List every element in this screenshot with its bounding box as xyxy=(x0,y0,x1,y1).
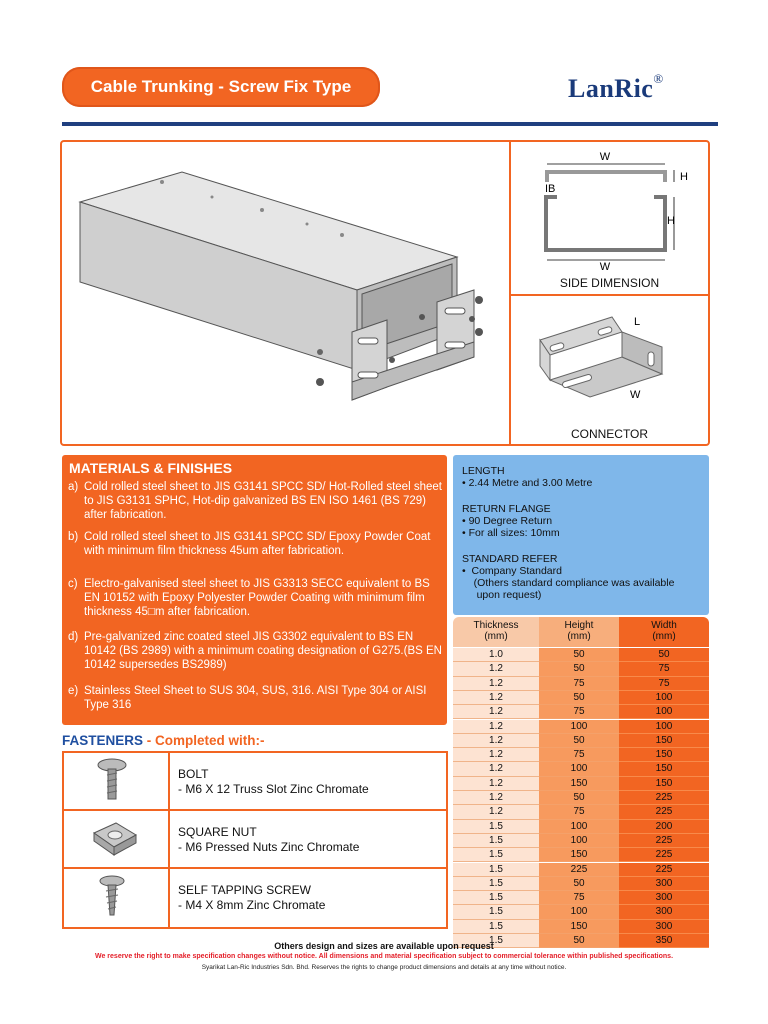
width-cell: 225 xyxy=(619,805,709,819)
bolt-icon xyxy=(64,753,170,809)
table-row xyxy=(453,705,709,719)
svg-text:H: H xyxy=(667,215,675,227)
material-item: b) Cold rolled steel sheet to JIS G3141 SPCC SD/ Epoxy Powder Coat with minimum film thickness 45um after fabrication. xyxy=(68,531,431,557)
table-row xyxy=(453,748,709,762)
height-cell: 100 xyxy=(539,820,619,834)
standard-item: • Company Standard xyxy=(462,565,562,577)
thickness-cell: 1.2 xyxy=(453,662,539,676)
side-dimension-diagram xyxy=(546,172,665,250)
fastener-row xyxy=(64,869,446,927)
self-tapping-screw-icon xyxy=(64,869,170,927)
width-cell: 350 xyxy=(619,934,709,948)
height-cell: 150 xyxy=(539,777,619,791)
drawing-panel xyxy=(60,140,710,446)
height-cell: 100 xyxy=(539,834,619,848)
table-row xyxy=(453,791,709,805)
thickness-cell: 1.2 xyxy=(453,748,539,762)
thickness-cell: 1.5 xyxy=(453,877,539,891)
width-cell: 225 xyxy=(619,834,709,848)
standard-item: upon request) xyxy=(462,589,542,601)
fastener-desc: - M6 Pressed Nuts Zinc Chromate xyxy=(178,840,360,854)
height-header: Height (mm) xyxy=(539,617,619,647)
fastener-row xyxy=(64,753,446,811)
brand-logo xyxy=(568,71,664,104)
page-title: Cable Trunking - Screw Fix Type xyxy=(62,67,380,107)
flange-item: • For all sizes: 10mm xyxy=(462,527,560,539)
svg-text:L: L xyxy=(634,316,641,328)
fastener-name: SELF TAPPING SCREW xyxy=(178,883,311,897)
width-cell: 300 xyxy=(619,877,709,891)
footer-copyright: Syarikat Lan-Ric Industries Sdn. Bhd. Reserves the rights to change product dimensions and details at any time without notice. xyxy=(201,964,567,971)
material-item: a) Cold rolled steel sheet to JIS G3141 SPCC SD/ Hot-Rolled steel sheet to JIS G3131 SPHC, Hot-dip galvanized BS EN ISO 1461 (BS 729) after fabrication. xyxy=(68,481,442,521)
thickness-cell: 1.5 xyxy=(453,905,539,919)
width-cell: 200 xyxy=(619,820,709,834)
connector-diagram xyxy=(540,317,662,397)
height-cell: 75 xyxy=(539,891,619,905)
table-row xyxy=(453,805,709,819)
svg-text:W: W xyxy=(630,389,641,401)
height-cell: 225 xyxy=(539,863,619,877)
table-row xyxy=(453,734,709,748)
materials-finishes-panel xyxy=(62,455,447,725)
thickness-cell: 1.5 xyxy=(453,834,539,848)
table-row xyxy=(453,834,709,848)
width-cell: 150 xyxy=(619,762,709,776)
table-row xyxy=(453,863,709,877)
drawing-divider-vertical xyxy=(509,142,511,444)
height-cell: 75 xyxy=(539,705,619,719)
table-row xyxy=(453,720,709,734)
width-cell: 75 xyxy=(619,662,709,676)
drawing-divider-horizontal xyxy=(511,294,708,296)
height-cell: 75 xyxy=(539,677,619,691)
width-cell: 225 xyxy=(619,791,709,805)
width-cell: 100 xyxy=(619,720,709,734)
specification-info-panel xyxy=(453,455,709,615)
trunking-illustration xyxy=(62,142,708,444)
width-cell: 50 xyxy=(619,648,709,662)
table-row xyxy=(453,820,709,834)
width-cell: 75 xyxy=(619,677,709,691)
svg-text:H: H xyxy=(680,171,688,183)
brand-name: LanRic xyxy=(568,74,654,103)
width-header: Width (mm) xyxy=(619,617,709,647)
table-row xyxy=(453,662,709,676)
material-item: d) Pre-galvanized zinc coated steel JIS G3302 equivalent to BS EN 10142 (BS 2989) with a minimum coating designation of G275.(BS EN 10142 supersedes BS2989) xyxy=(68,631,442,671)
side-dimension-label: SIDE DIMENSION xyxy=(559,276,660,290)
fasteners-title: FASTENERS - Completed with:- xyxy=(62,733,265,748)
width-cell: 300 xyxy=(619,891,709,905)
table-row xyxy=(453,648,709,662)
thickness-cell: 1.5 xyxy=(453,820,539,834)
height-cell: 75 xyxy=(539,805,619,819)
thickness-cell: 1.2 xyxy=(453,734,539,748)
height-cell: 50 xyxy=(539,662,619,676)
thickness-cell: 1.2 xyxy=(453,705,539,719)
standard-header: STANDARD REFER xyxy=(462,553,558,565)
table-row xyxy=(453,691,709,705)
height-cell: 50 xyxy=(539,648,619,662)
width-cell: 225 xyxy=(619,848,709,862)
thickness-cell: 1.0 xyxy=(453,648,539,662)
table-row xyxy=(453,905,709,919)
height-cell: 75 xyxy=(539,748,619,762)
fasteners-table xyxy=(62,751,448,929)
table-row xyxy=(453,777,709,791)
standard-item: (Others standard compliance was available xyxy=(462,577,675,589)
fastener-name: BOLT xyxy=(178,767,209,781)
fastener-name: SQUARE NUT xyxy=(178,825,257,839)
thickness-cell: 1.5 xyxy=(453,891,539,905)
table-row xyxy=(453,920,709,934)
thickness-cell: 1.5 xyxy=(453,848,539,862)
square-nut-icon xyxy=(64,811,170,867)
thickness-cell: 1.2 xyxy=(453,791,539,805)
thickness-cell: 1.2 xyxy=(453,762,539,776)
width-cell: 300 xyxy=(619,920,709,934)
height-cell: 50 xyxy=(539,877,619,891)
height-cell: 50 xyxy=(539,934,619,948)
table-row xyxy=(453,877,709,891)
footer-note: Others design and sizes are available upon request xyxy=(274,941,494,951)
width-cell: 150 xyxy=(619,748,709,762)
table-row xyxy=(453,891,709,905)
length-header: LENGTH xyxy=(462,465,505,477)
width-cell: 150 xyxy=(619,734,709,748)
length-item: • 2.44 Metre and 3.00 Metre xyxy=(462,477,593,489)
width-cell: 150 xyxy=(619,777,709,791)
table-row xyxy=(453,762,709,776)
thickness-cell: 1.2 xyxy=(453,805,539,819)
thickness-header: Thickness (mm) xyxy=(453,617,539,647)
fastener-row xyxy=(64,811,446,869)
width-cell: 300 xyxy=(619,905,709,919)
width-cell: 225 xyxy=(619,863,709,877)
thickness-cell: 1.2 xyxy=(453,777,539,791)
height-cell: 150 xyxy=(539,848,619,862)
flange-header: RETURN FLANGE xyxy=(462,503,551,515)
thickness-cell: 1.2 xyxy=(453,691,539,705)
svg-text:W: W xyxy=(599,151,611,163)
width-cell: 100 xyxy=(619,705,709,719)
height-cell: 50 xyxy=(539,734,619,748)
thickness-cell: 1.2 xyxy=(453,720,539,734)
height-cell: 50 xyxy=(539,791,619,805)
materials-title: MATERIALS & FINISHES xyxy=(69,460,233,476)
thickness-cell: 1.5 xyxy=(453,920,539,934)
svg-text:W: W xyxy=(599,261,611,273)
trunking-body xyxy=(80,172,457,370)
thickness-cell: 1.5 xyxy=(453,863,539,877)
registered-mark: ® xyxy=(653,71,664,87)
width-cell: 100 xyxy=(619,691,709,705)
height-cell: 150 xyxy=(539,920,619,934)
connector-label: CONNECTOR xyxy=(570,427,649,441)
footer-disclaimer: We reserve the right to make specification changes without notice. All dimensions and material specification subject to commercial tolerance within published specifications. xyxy=(94,953,674,960)
table-row xyxy=(453,848,709,862)
thickness-cell: 1.5 xyxy=(453,934,539,948)
svg-text:IB: IB xyxy=(545,183,556,195)
thickness-cell: 1.2 xyxy=(453,677,539,691)
height-cell: 50 xyxy=(539,691,619,705)
header-divider xyxy=(62,122,718,126)
height-cell: 100 xyxy=(539,762,619,776)
flange-item: • 90 Degree Return xyxy=(462,515,553,527)
table-row xyxy=(453,677,709,691)
dimension-table-header xyxy=(453,617,709,647)
fastener-desc: - M4 X 8mm Zinc Chromate xyxy=(178,898,326,912)
fastener-desc: - M6 X 12 Truss Slot Zinc Chromate xyxy=(178,782,369,796)
height-cell: 100 xyxy=(539,905,619,919)
material-item: c) Electro-galvanised steel sheet to JIS G3313 SECC equivalent to BS EN 10152 with Epoxy Polyester Powder Coating with minimum film thickness 45□m after fabrication. xyxy=(68,578,430,618)
height-cell: 100 xyxy=(539,720,619,734)
material-item: e) Stainless Steel Sheet to SUS 304, SUS, 316. AISI Type 304 or AISI Type 316 xyxy=(68,685,427,711)
